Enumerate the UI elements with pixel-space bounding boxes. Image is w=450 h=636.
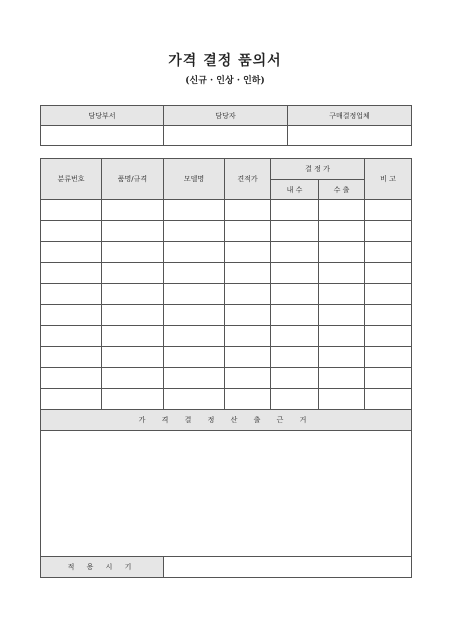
manager-cell[interactable] xyxy=(164,126,288,146)
domestic-cell[interactable] xyxy=(271,263,319,284)
apply-period-label: 적 용 시 기 xyxy=(41,557,164,578)
item-cell[interactable] xyxy=(102,368,164,389)
domestic-cell[interactable] xyxy=(271,326,319,347)
quote-cell[interactable] xyxy=(225,305,271,326)
item-cell[interactable] xyxy=(102,347,164,368)
dept-header: 담당부서 xyxy=(41,106,164,126)
table-row xyxy=(41,368,412,389)
code-cell[interactable] xyxy=(41,389,102,410)
code-cell[interactable] xyxy=(41,221,102,242)
item-cell[interactable] xyxy=(102,389,164,410)
domestic-cell[interactable] xyxy=(271,305,319,326)
domestic-cell[interactable] xyxy=(271,221,319,242)
item-header: 품명/규격 xyxy=(102,159,164,200)
decided-price-header: 결 정 가 xyxy=(271,159,365,180)
model-cell[interactable] xyxy=(164,347,225,368)
basis-text-area[interactable] xyxy=(41,431,412,557)
remarks-cell[interactable] xyxy=(365,263,412,284)
export-cell[interactable] xyxy=(319,263,365,284)
remarks-cell[interactable] xyxy=(365,242,412,263)
code-cell[interactable] xyxy=(41,368,102,389)
supplier-cell[interactable] xyxy=(288,126,412,146)
document-subtitle: (신규 · 인상 · 인하) xyxy=(185,76,265,86)
code-cell[interactable] xyxy=(41,326,102,347)
code-cell[interactable] xyxy=(41,347,102,368)
item-cell[interactable] xyxy=(102,200,164,221)
remarks-cell[interactable] xyxy=(365,221,412,242)
quote-cell[interactable] xyxy=(225,389,271,410)
domestic-header: 내 수 xyxy=(271,180,319,200)
code-cell[interactable] xyxy=(41,305,102,326)
item-cell[interactable] xyxy=(102,284,164,305)
code-header: 분류번호 xyxy=(41,159,102,200)
table-row xyxy=(41,305,412,326)
table-row xyxy=(41,326,412,347)
remarks-cell[interactable] xyxy=(365,305,412,326)
code-cell[interactable] xyxy=(41,200,102,221)
quote-cell[interactable] xyxy=(225,368,271,389)
model-cell[interactable] xyxy=(164,242,225,263)
domestic-cell[interactable] xyxy=(271,200,319,221)
export-cell[interactable] xyxy=(319,368,365,389)
export-cell[interactable] xyxy=(319,347,365,368)
item-cell[interactable] xyxy=(102,326,164,347)
model-cell[interactable] xyxy=(164,200,225,221)
info-table xyxy=(40,105,412,146)
export-cell[interactable] xyxy=(319,326,365,347)
model-cell[interactable] xyxy=(164,284,225,305)
item-cell[interactable] xyxy=(102,221,164,242)
code-cell[interactable] xyxy=(41,242,102,263)
domestic-cell[interactable] xyxy=(271,368,319,389)
domestic-cell[interactable] xyxy=(271,284,319,305)
model-cell[interactable] xyxy=(164,389,225,410)
item-cell[interactable] xyxy=(102,242,164,263)
table-row xyxy=(41,389,412,410)
quote-header: 견적가 xyxy=(225,159,271,200)
quote-cell[interactable] xyxy=(225,284,271,305)
domestic-cell[interactable] xyxy=(271,347,319,368)
quote-cell[interactable] xyxy=(225,221,271,242)
quote-cell[interactable] xyxy=(225,263,271,284)
export-cell[interactable] xyxy=(319,242,365,263)
model-cell[interactable] xyxy=(164,305,225,326)
remarks-cell[interactable] xyxy=(365,284,412,305)
document-title: 가격 결정 품의서 xyxy=(168,53,282,69)
remarks-cell[interactable] xyxy=(365,326,412,347)
table-row xyxy=(41,242,412,263)
remarks-cell[interactable] xyxy=(365,347,412,368)
table-row xyxy=(41,284,412,305)
item-cell[interactable] xyxy=(102,305,164,326)
model-header: 모델명 xyxy=(164,159,225,200)
export-cell[interactable] xyxy=(319,305,365,326)
table-row xyxy=(41,221,412,242)
export-cell[interactable] xyxy=(319,200,365,221)
item-cell[interactable] xyxy=(102,263,164,284)
code-cell[interactable] xyxy=(41,284,102,305)
domestic-cell[interactable] xyxy=(271,389,319,410)
quote-cell[interactable] xyxy=(225,242,271,263)
table-row xyxy=(41,347,412,368)
basis-title: 가 격 결 정 산 출 근 거 xyxy=(41,410,412,431)
manager-header: 담당자 xyxy=(164,106,288,126)
export-cell[interactable] xyxy=(319,221,365,242)
quote-cell[interactable] xyxy=(225,326,271,347)
apply-period-cell[interactable] xyxy=(164,557,412,578)
model-cell[interactable] xyxy=(164,326,225,347)
model-cell[interactable] xyxy=(164,221,225,242)
remarks-cell[interactable] xyxy=(365,200,412,221)
table-row xyxy=(41,263,412,284)
quote-cell[interactable] xyxy=(225,200,271,221)
export-cell[interactable] xyxy=(319,389,365,410)
table-row xyxy=(41,200,412,221)
remarks-cell[interactable] xyxy=(365,368,412,389)
price-table xyxy=(40,158,412,578)
quote-cell[interactable] xyxy=(225,347,271,368)
price-rows xyxy=(41,200,412,410)
export-cell[interactable] xyxy=(319,284,365,305)
domestic-cell[interactable] xyxy=(271,242,319,263)
dept-cell[interactable] xyxy=(41,126,164,146)
model-cell[interactable] xyxy=(164,263,225,284)
export-header: 수 출 xyxy=(319,180,365,200)
remarks-header: 비 고 xyxy=(365,159,412,200)
code-cell[interactable] xyxy=(41,263,102,284)
remarks-cell[interactable] xyxy=(365,389,412,410)
model-cell[interactable] xyxy=(164,368,225,389)
supplier-header: 구매결정업체 xyxy=(288,106,412,126)
